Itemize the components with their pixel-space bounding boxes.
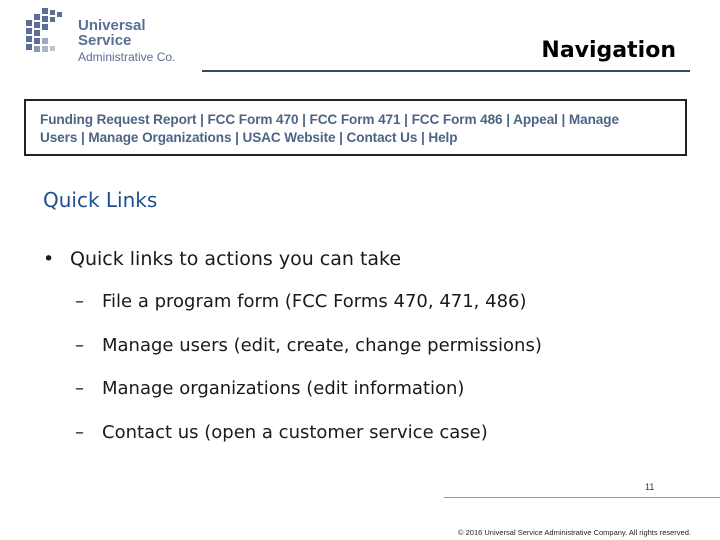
sub-bullet-item <box>75 291 527 312</box>
nav-link-fcc-form-470[interactable]: FCC Form 470 <box>207 112 299 127</box>
nav-separator: | <box>235 130 243 145</box>
sub-bullet-text: Manage organizations (edit information) <box>102 378 465 399</box>
copyright-notice: © 2016 Universal Service Administrative Company. All rights reserved. <box>458 528 691 537</box>
nav-link-manage-users-part2[interactable]: Users <box>40 130 78 145</box>
dash-icon: – <box>75 422 84 443</box>
nav-link-contact-us[interactable]: Contact Us <box>346 130 418 145</box>
footer-divider <box>444 497 720 498</box>
dash-icon: – <box>75 291 84 312</box>
page-number: 11 <box>645 482 655 492</box>
nav-link-funding-request-report[interactable]: Funding Request Report <box>40 112 197 127</box>
logo-name: Universal Service <box>78 17 146 49</box>
nav-row-2 <box>40 129 673 147</box>
nav-link-manage-users-part1[interactable]: Manage <box>568 112 619 127</box>
title-divider <box>202 70 690 72</box>
bullet-item <box>43 248 401 270</box>
nav-separator: | <box>80 130 89 145</box>
bullet-text: Quick links to actions you can take <box>70 248 402 270</box>
sub-bullet-item <box>75 422 488 443</box>
nav-separator: | <box>339 130 347 145</box>
nav-link-manage-organizations[interactable]: Manage Organizations <box>88 130 232 145</box>
sub-bullet-text: Manage users (edit, create, change permissions) <box>102 335 542 356</box>
section-heading: Quick Links <box>43 188 158 212</box>
dash-icon: – <box>75 335 84 356</box>
bullet-icon: • <box>43 248 55 270</box>
nav-separator: | <box>200 112 208 127</box>
logo-subtitle: Administrative Co. <box>78 50 176 64</box>
nav-row-1 <box>40 111 673 129</box>
sub-bullet-item <box>75 335 542 356</box>
slide-title: Navigation <box>541 38 676 63</box>
nav-link-appeal[interactable]: Appeal <box>513 112 558 127</box>
usac-logo <box>22 6 202 62</box>
nav-link-usac-website[interactable]: USAC Website <box>242 130 336 145</box>
dash-icon: – <box>75 378 84 399</box>
nav-separator: | <box>506 112 514 127</box>
navigation-bar <box>24 99 687 156</box>
nav-separator: | <box>302 112 310 127</box>
nav-link-fcc-form-486[interactable]: FCC Form 486 <box>411 112 503 127</box>
sub-bullet-item <box>75 378 464 399</box>
sub-bullet-text: File a program form (FCC Forms 470, 471, 486) <box>102 291 527 312</box>
nav-link-help[interactable]: Help <box>428 130 458 145</box>
nav-separator: | <box>561 112 569 127</box>
sub-bullet-text: Contact us (open a customer service case) <box>102 422 488 443</box>
usac-logo-mark-icon <box>22 6 74 62</box>
nav-separator: | <box>404 112 412 127</box>
nav-separator: | <box>420 130 429 145</box>
logo-text <box>78 18 202 63</box>
nav-link-fcc-form-471[interactable]: FCC Form 471 <box>309 112 401 127</box>
